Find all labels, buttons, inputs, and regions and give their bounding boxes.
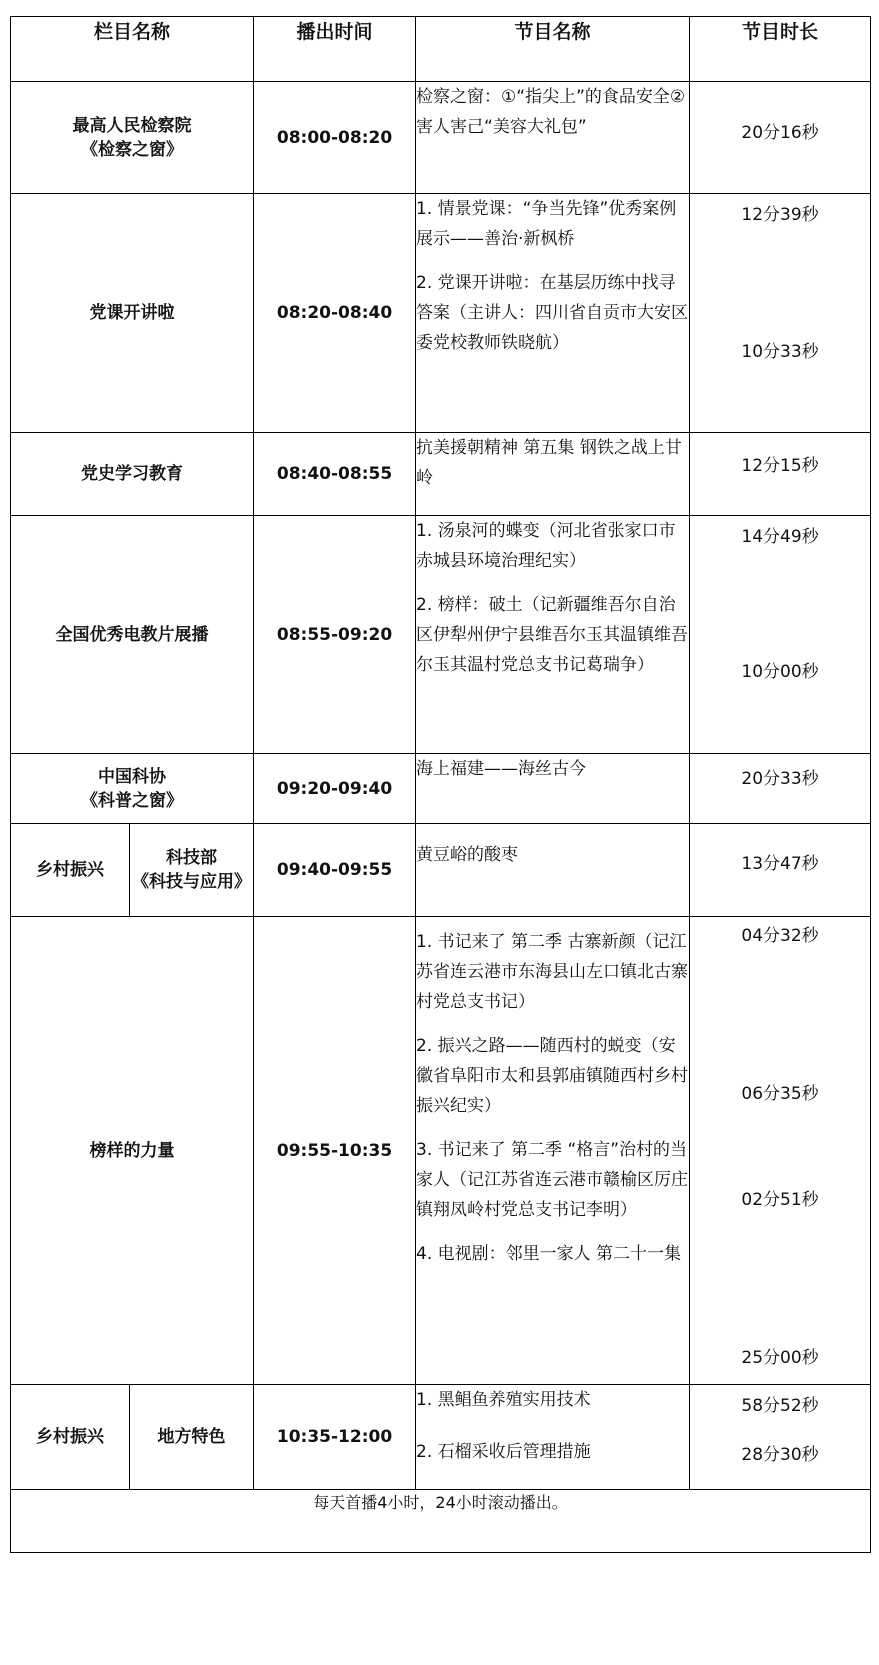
footer-row xyxy=(11,1490,871,1553)
header-duration: 节目时长 xyxy=(690,17,871,82)
duration-cell xyxy=(690,917,871,1385)
duration-cell xyxy=(690,754,871,824)
header-column-name: 栏目名称 xyxy=(11,17,254,82)
footer-note: 每天首播4小时，24小时滚动播出。 xyxy=(11,1490,871,1553)
program-text: 黄豆峪的酸枣 xyxy=(416,845,519,865)
duration-text: 25分00秒 xyxy=(741,1348,819,1368)
program-text: 3. 书记来了 第二季 “格言”治村的当家人（记江苏省连云港市赣榆区厉庄镇翔凤岭村党总支书记李明） xyxy=(416,1140,689,1220)
program-cell xyxy=(416,194,690,433)
table-row xyxy=(11,194,871,433)
air-time-cell: 08:00-08:20 xyxy=(254,82,416,194)
duration-text: 58分52秒 xyxy=(741,1396,819,1416)
program-text: 2. 党课开讲啦：在基层历练中找寻答案（主讲人：四川省自贡市大安区委党校教师铁晓航） xyxy=(416,273,689,353)
duration-text: 12分39秒 xyxy=(741,205,819,225)
program-text: 检察之窗：①“指尖上”的食品安全②害人害己“美容大礼包” xyxy=(416,87,686,137)
column-name-text: 最高人民检察院 《检察之窗》 xyxy=(72,115,192,160)
column-name-cell: 地方特色 xyxy=(130,1385,254,1490)
column-name-cell: 全国优秀电教片展播 xyxy=(11,516,254,754)
duration-text: 04分32秒 xyxy=(741,926,819,946)
air-time-cell: 09:55-10:35 xyxy=(254,917,416,1385)
column-name-cell: 党课开讲啦 xyxy=(11,194,254,433)
header-row xyxy=(11,17,871,82)
program-text: 2. 榜样：破土（记新疆维吾尔自治区伊犁州伊宁县维吾尔玉其温镇维吾尔玉其温村党总支书记葛瑞争） xyxy=(416,595,689,675)
program-text: 1. 情景党课：“争当先锋”优秀案例展示——善治·新枫桥 xyxy=(416,199,677,249)
program-text: 海上福建——海丝古今 xyxy=(416,759,587,779)
column-name-cell xyxy=(130,824,254,917)
air-time-cell: 08:55-09:20 xyxy=(254,516,416,754)
program-text: 1. 书记来了 第二季 古寨新颜（记江苏省连云港市东海县山左口镇北古寨村党总支书记） xyxy=(416,932,689,1012)
duration-text: 12分15秒 xyxy=(741,456,819,476)
duration-cell xyxy=(690,1385,871,1490)
program-cell xyxy=(416,82,690,194)
schedule-table xyxy=(10,16,871,1553)
duration-cell xyxy=(690,824,871,917)
program-cell xyxy=(416,917,690,1385)
program-cell xyxy=(416,824,690,917)
column-name-cell: 党史学习教育 xyxy=(11,433,254,516)
duration-text: 06分35秒 xyxy=(741,1084,819,1104)
air-time-cell: 10:35-12:00 xyxy=(254,1385,416,1490)
duration-text: 10分00秒 xyxy=(741,662,819,682)
table-row xyxy=(11,82,871,194)
program-cell xyxy=(416,754,690,824)
program-text: 1. 汤泉河的蝶变（河北省张家口市赤城县环境治理纪实） xyxy=(416,521,676,571)
duration-text: 02分51秒 xyxy=(741,1190,819,1210)
table-row xyxy=(11,433,871,516)
duration-text: 20分33秒 xyxy=(741,769,819,789)
duration-cell xyxy=(690,194,871,433)
table-row xyxy=(11,824,871,917)
duration-text: 10分33秒 xyxy=(741,342,819,362)
table-row xyxy=(11,754,871,824)
program-cell xyxy=(416,1385,690,1490)
column-name-cell: 榜样的力量 xyxy=(11,917,254,1385)
air-time-cell: 09:40-09:55 xyxy=(254,824,416,917)
program-cell xyxy=(416,516,690,754)
column-name-cell xyxy=(11,754,254,824)
program-text: 2. 振兴之路——随西村的蜕变（安徽省阜阳市太和县郭庙镇随西村乡村振兴纪实） xyxy=(416,1036,689,1116)
program-cell xyxy=(416,433,690,516)
column-category-cell: 乡村振兴 xyxy=(11,1385,130,1490)
column-name-text: 中国科协 《科普之窗》 xyxy=(81,766,183,811)
program-text: 1. 黑鲳鱼养殖实用技术 xyxy=(416,1390,591,1410)
header-program-name: 节目名称 xyxy=(416,17,690,82)
program-text: 2. 石榴采收后管理措施 xyxy=(416,1442,591,1462)
column-category-cell: 乡村振兴 xyxy=(11,824,130,917)
header-air-time: 播出时间 xyxy=(254,17,416,82)
table-row xyxy=(11,1385,871,1490)
duration-cell xyxy=(690,82,871,194)
duration-cell xyxy=(690,516,871,754)
column-name-cell xyxy=(11,82,254,194)
table-row xyxy=(11,516,871,754)
air-time-cell: 08:40-08:55 xyxy=(254,433,416,516)
air-time-cell: 08:20-08:40 xyxy=(254,194,416,433)
duration-text: 14分49秒 xyxy=(741,527,819,547)
program-text: 抗美援朝精神 第五集 钢铁之战上甘岭 xyxy=(416,438,682,488)
column-name-text: 科技部 《科技与应用》 xyxy=(132,848,251,892)
program-text: 4. 电视剧：邻里一家人 第二十一集 xyxy=(416,1244,682,1264)
duration-text: 28分30秒 xyxy=(741,1445,819,1465)
duration-text: 13分47秒 xyxy=(741,854,819,874)
duration-text: 20分16秒 xyxy=(741,123,819,143)
table-row xyxy=(11,917,871,1385)
air-time-cell: 09:20-09:40 xyxy=(254,754,416,824)
duration-cell xyxy=(690,433,871,516)
